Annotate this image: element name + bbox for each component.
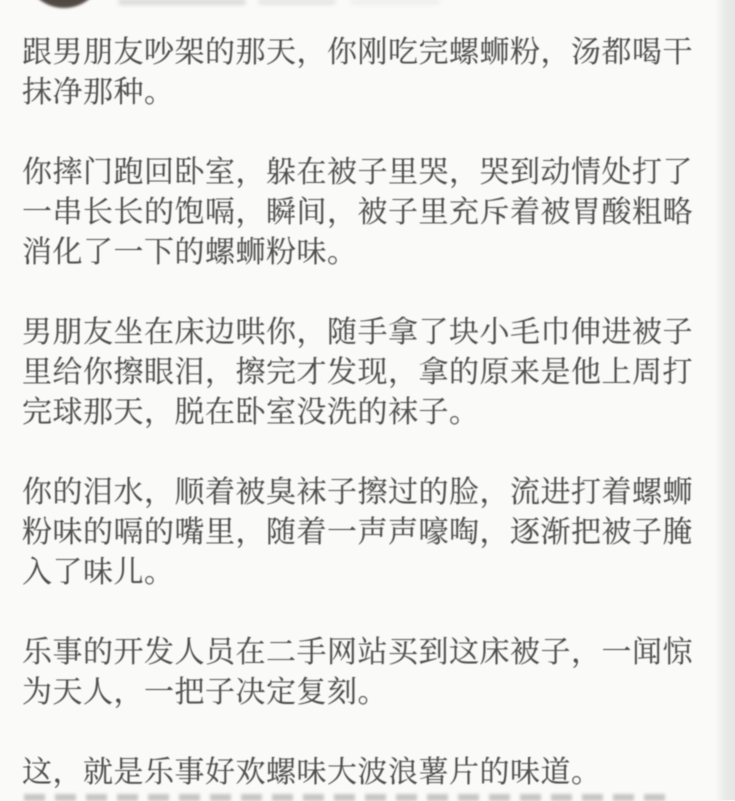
post-paragraph (22, 153, 702, 273)
post-paragraph (22, 473, 702, 593)
post-text-line: 抹净那种。 (22, 75, 175, 110)
username-cutoff-smudge (118, 0, 246, 5)
post-paragraph (22, 313, 702, 433)
screen-right-margin (715, 0, 735, 800)
post-paragraph (22, 753, 702, 793)
post-text-line: 乐事的开发人员在二手网站买到这床被子，一闻惊 (22, 635, 693, 670)
post-text-line: 入了味儿。 (22, 555, 175, 590)
post-text-line: 你摔门跑回卧室，躲在被子里哭，哭到动情处打了 (22, 155, 693, 190)
post-text-line: 粉味的嗝的嘴里，随着一声声嚎啕，逐渐把被子腌 (22, 515, 693, 550)
avatar[interactable] (24, 0, 104, 8)
post-text-line: 里给你擦眼泪，擦完才发现，拿的原来是他上周打 (22, 355, 693, 390)
post-text-line: 一串长长的饱嗝，瞬间，被子里充斥着被胃酸粗略 (22, 195, 693, 230)
post-text-line: 这，就是乐事好欢螺味大波浪薯片的味道。 (22, 755, 602, 790)
username-cutoff-smudge (258, 0, 336, 5)
username-cutoff-smudge (350, 0, 440, 5)
post-paragraph (22, 633, 702, 713)
post-paragraph (22, 33, 702, 113)
post-text-line: 跟男朋友吵架的那天，你刚吃完螺蛳粉，汤都喝干 (22, 35, 693, 70)
post-text-line: 完球那天，脱在卧室没洗的袜子。 (22, 395, 480, 430)
post-text-line: 你的泪水，顺着被臭袜子擦过的脸，流进打着螺蛳 (22, 475, 693, 510)
post-text-line: 消化了一下的螺蛳粉味。 (22, 235, 358, 270)
post-body (22, 33, 702, 793)
post-text-line: 为天人，一把子决定复刻。 (22, 675, 388, 710)
post-text-line: 男朋友坐在床边哄你，随手拿了块小毛巾伸进被子 (22, 315, 693, 350)
